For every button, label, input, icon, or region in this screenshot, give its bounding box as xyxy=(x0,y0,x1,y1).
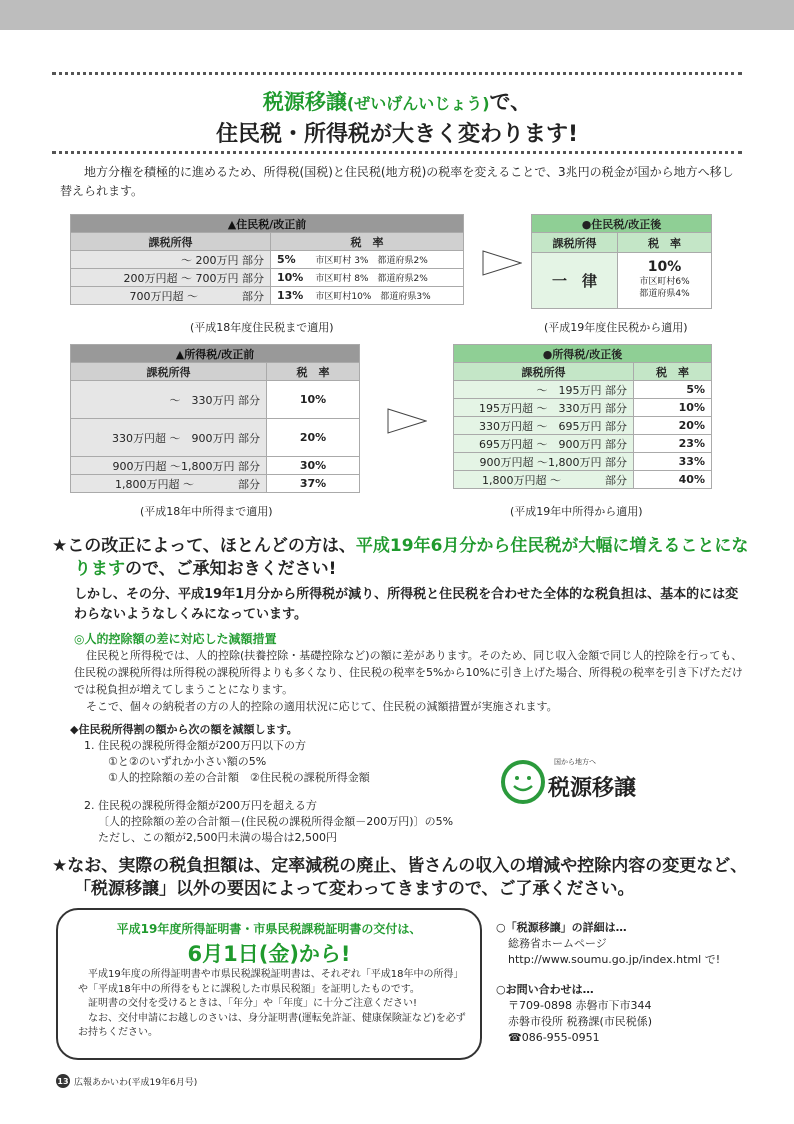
box-paragraph: なお、交付申請にお越しのさいは、身分証明書(運転免許証、健康保険証など)を必ずお持ちください。 xyxy=(78,1012,466,1038)
rate-value: 10% xyxy=(647,259,682,275)
shotokuzei-before-table xyxy=(70,344,360,493)
box-paragraph: 平成19年度の所得証明書や市県民税課税証明書は、それぞれ「平成18年中の所得」や「平成18年中の所得をもとに課税した市県民税額」を証明したものです。 xyxy=(78,969,464,995)
income-cell: ～ 200万円 部分 xyxy=(71,251,271,269)
income-cell: 900万円超 ～1,800万円 部分 xyxy=(454,453,634,471)
paragraph-1: しかし、その分、平成19年1月分から所得税が減り、所得税と住民税を合わせた全体的な税負担は、基本的には変わらないようなしくみになっています。 xyxy=(74,587,739,622)
rate-cell: 37% xyxy=(267,475,360,493)
income-cell: 900万円超 ～1,800万円 部分 xyxy=(71,457,267,475)
income-cell: ～ 330万円 部分 xyxy=(71,381,267,419)
column-header: 税 率 xyxy=(271,233,464,251)
rate-cell: 10% xyxy=(267,381,360,419)
rate-cell: 20% xyxy=(634,417,712,435)
rate-cell: 20% xyxy=(267,419,360,457)
box-title-2: 6月1日(金)から! xyxy=(187,942,351,966)
box-body xyxy=(78,968,470,1041)
rate-cell: 10% xyxy=(634,399,712,417)
income-cell: ～ 195万円 部分 xyxy=(454,381,634,399)
info-section xyxy=(496,920,776,1046)
juminzei-after-caption: (平成19年度住民税から適用) xyxy=(544,321,688,334)
list-item: ①人的控除額の差の合計額 ②住民税の課税所得金額 xyxy=(108,771,370,784)
column-header: 課税所得 xyxy=(71,233,271,251)
notice-1-tail: ので、ご承知おきください! xyxy=(125,559,337,579)
intro-paragraph: 地方分権を積極的に進めるため、所得税(国税)と住民税(地方税)の税率を変えることで、3兆円の税金が国から地方へ移し替えられます。 xyxy=(60,165,734,198)
shotokuzei-after-table xyxy=(453,344,712,489)
list-item: 1. 住民税の課税所得金額が200万円以下の方 xyxy=(84,739,306,752)
column-header: 課税所得 xyxy=(71,363,267,381)
top-divider xyxy=(52,72,742,75)
income-cell: 200万円超 ～ 700万円 部分 xyxy=(71,269,271,287)
income-cell: 330万円超 ～ 900万円 部分 xyxy=(71,419,267,457)
table-title: ●住民税/改正後 xyxy=(532,215,712,233)
income-cell: 一 律 xyxy=(532,253,618,309)
arrow-right-icon xyxy=(482,250,522,276)
income-cell: 700万円超 ～ 部分 xyxy=(71,287,271,305)
notice-1-highlight: 平成19年6月分から住民税が大幅に増えることになります xyxy=(74,536,749,579)
notice-2: ★なお、実際の税負担額は、定率減税の廃止、皆さんの収入の増減や控除内容の変更など、「税源移譲」以外の要因によって変わってきますので、ご了承ください。 xyxy=(52,856,748,899)
info-heading: ○お問い合わせは… xyxy=(496,983,594,996)
info-heading: ○「税源移譲」の詳細は… xyxy=(496,921,627,934)
box-title-1: 平成19年度所得証明書・市県民税課税証明書の交付は、 xyxy=(116,922,422,936)
top-bar xyxy=(0,0,794,30)
juminzei-before-table xyxy=(70,214,464,305)
income-cell: 195万円超 ～ 330万円 部分 xyxy=(454,399,634,417)
list-item: 2. 住民税の課税所得金額が200万円を超える方 xyxy=(84,799,317,812)
zeigen-iho-logo xyxy=(500,757,660,807)
rate-cell: 40% xyxy=(634,471,712,489)
rate-detail: 市区町村6% xyxy=(639,277,690,287)
rate-cell: 23% xyxy=(634,435,712,453)
list-heading: ◆住民税所得割の額から次の額を減額します。 xyxy=(70,723,298,736)
info-line: 総務省ホームページ xyxy=(508,937,607,950)
logo-text: 税源移譲 xyxy=(548,776,637,801)
juminzei-after-table xyxy=(531,214,712,309)
box-paragraph: 証明書の交付を受けるときは、「年分」や「年度」に十分ご注意ください! xyxy=(88,998,418,1009)
certificate-notice-box xyxy=(56,908,482,1060)
rate-cell: 10% xyxy=(271,269,310,287)
rate-detail-cell: 市区町村 8% 都道府県2% xyxy=(309,269,463,287)
info-line: ☎086-955-0951 xyxy=(508,1031,600,1044)
rate-detail: 都道府県4% xyxy=(639,289,690,299)
title-line-1 xyxy=(0,86,794,116)
footer xyxy=(56,1074,197,1088)
info-line: 〒709-0898 赤磐市下市344 xyxy=(508,999,652,1012)
column-header: 課税所得 xyxy=(532,233,618,253)
income-cell: 1,800万円超 ～ 部分 xyxy=(454,471,634,489)
arrow-right-icon xyxy=(387,408,427,434)
shotokuzei-after-caption: (平成19年中所得から適用) xyxy=(510,505,643,518)
rate-detail-cell: 市区町村10% 都道府県3% xyxy=(309,287,463,305)
info-line: 赤磐市役所 税務課(市民税係) xyxy=(508,1015,653,1028)
paragraph-2 xyxy=(74,647,744,715)
paragraph-2b: そこで、個々の納税者の方の人的控除の適用状況に応じて、住民税の減額措置が実施されます。 xyxy=(86,700,558,713)
table-title: ▲住民税/改正前 xyxy=(71,215,464,233)
list-item: 〔人的控除額の差の合計額－(住民税の課税所得金額－200万円)〕の5% xyxy=(98,815,454,828)
income-cell: 330万円超 ～ 695万円 部分 xyxy=(454,417,634,435)
table-title: ●所得税/改正後 xyxy=(454,345,712,363)
shotokuzei-before-caption: (平成18年中所得まで適用) xyxy=(140,505,273,518)
list-item: ①と②のいずれか小さい額の5% xyxy=(108,755,267,768)
section-heading: ◎人的控除額の差に対応した減額措置 xyxy=(74,632,277,646)
rate-detail-cell: 市区町村 3% 都道府県2% xyxy=(309,251,463,269)
income-cell: 1,800万円超 ～ 部分 xyxy=(71,475,267,493)
column-header: 税 率 xyxy=(267,363,360,381)
rate-cell: 5% xyxy=(271,251,310,269)
rate-cell: 33% xyxy=(634,453,712,471)
income-cell: 695万円超 ～ 900万円 部分 xyxy=(454,435,634,453)
title-reading: (ぜいげんいじょう) xyxy=(346,94,490,113)
info-url-link[interactable]: http://www.soumu.go.jp/index.html で! xyxy=(508,953,721,966)
title-line-2: 住民税・所得税が大きく変わります! xyxy=(215,122,579,147)
rate-cell: 30% xyxy=(267,457,360,475)
column-header: 税 率 xyxy=(634,363,712,381)
notice-1 xyxy=(52,535,752,581)
juminzei-before-caption: (平成18年度住民税まで適用) xyxy=(190,321,334,334)
rate-cell xyxy=(618,253,712,309)
footer-text: 広報あかいわ(平成19年6月号) xyxy=(74,1077,198,1088)
title-tail: で、 xyxy=(489,90,532,114)
column-header: 課税所得 xyxy=(454,363,634,381)
table-title: ▲所得税/改正前 xyxy=(71,345,360,363)
paragraph-2a: 住民税と所得税では、人的控除(扶養控除・基礎控除など)の額に差があります。そのため、同じ収入金額で同じ人的控除を行っても、住民税の課税所得は所得税の課税所得よりも多くなり、住民税の税率を5%から10%に引き上げた場合、所得税の税率を引き下げただけでは税負担が増えてしまうことになります。 xyxy=(74,649,743,696)
smiley-icon xyxy=(500,759,546,805)
list-item: ただし、この額が2,500円未満の場合は2,500円 xyxy=(98,831,337,844)
column-header: 税 率 xyxy=(618,233,712,253)
rate-cell: 5% xyxy=(634,381,712,399)
notice-1-text: ★この改正によって、ほとんどの方は、 xyxy=(52,536,356,556)
reduction-list xyxy=(70,722,453,846)
logo-small-text: 国から地方へ xyxy=(554,758,596,766)
title-green-text: 税源移譲 xyxy=(262,90,347,114)
bottom-divider xyxy=(52,151,742,154)
page-number: 13 xyxy=(56,1074,70,1088)
rate-cell: 13% xyxy=(271,287,310,305)
